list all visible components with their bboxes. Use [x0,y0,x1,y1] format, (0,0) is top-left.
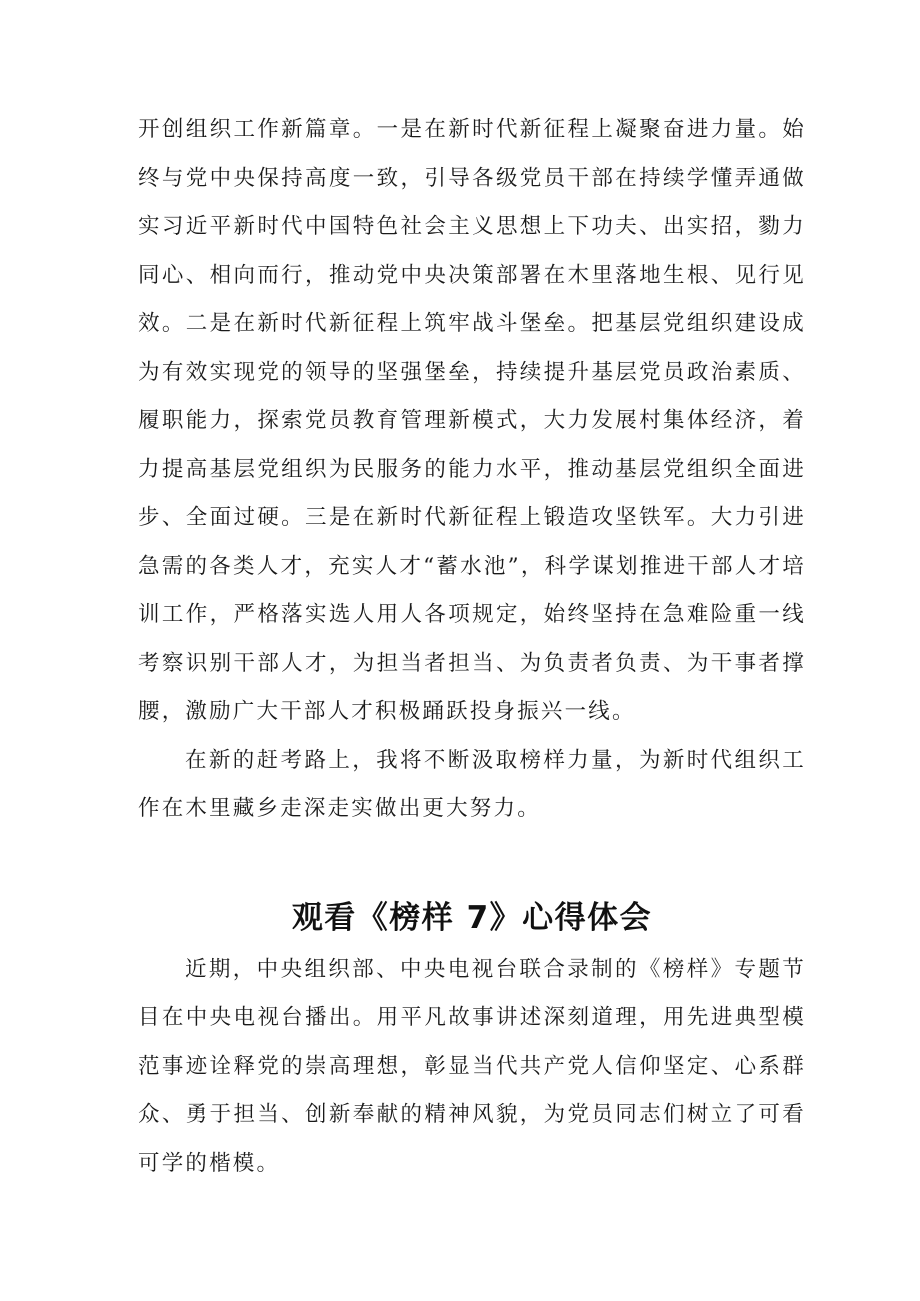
continued-paragraph: 开创组织工作新篇章。一是在新时代新征程上凝聚奋进力量。始终与党中央保持高度一致，引导各级党员干部在持续学懂弄通做实习近平新时代中国特色社会主义思想上下功夫、出实招，勠力同心、相向而行，推动党中央决策部署在木里落地生根、见行见效。二是在新时代新征程上筑牢战斗堡垒。把基层党组织建设成为有效实现党的领导的坚强堡垒，持续提升基层党员政治素质、履职能力，探索党员教育管理新模式，大力发展村集体经济，着力提高基层党组织为民服务的能力水平，推动基层党组织全面进步、全面过硬。三是在新时代新征程上锻造攻坚铁军。大力引进急需的各类人才，充实人才“蓄水池”，科学谋划推进干部人才培训工作，严格落实选人用人各项规定，始终坚持在急难险重一线考察识别干部人才，为担当者担当、为负责者负责、为干事者撑腰，激励广大干部人才积极踊跃投身振兴一线。 [138,117,806,724]
section-title: 观看《榜样 7》心得体会 [291,899,653,936]
section-spacer [138,834,806,896]
section-intro-paragraph: 近期，中央组织部、中央电视台联合录制的《榜样》专题节目在中央电视台播出。用平凡故事讲述深刻道理，用先进典型模范事迹诠释党的崇高理想，彰显当代共产党人信仰坚定、心系群众、勇于担当、创新奉献的精神风貌，为党员同志们树立了可看可学的楷模。 [138,956,806,1176]
document-page [138,106,806,1188]
closing-paragraph: 在新的赶考路上，我将不断汲取榜样力量，为新时代组织工作在木里藏乡走深走实做出更大努力。 [138,747,806,821]
